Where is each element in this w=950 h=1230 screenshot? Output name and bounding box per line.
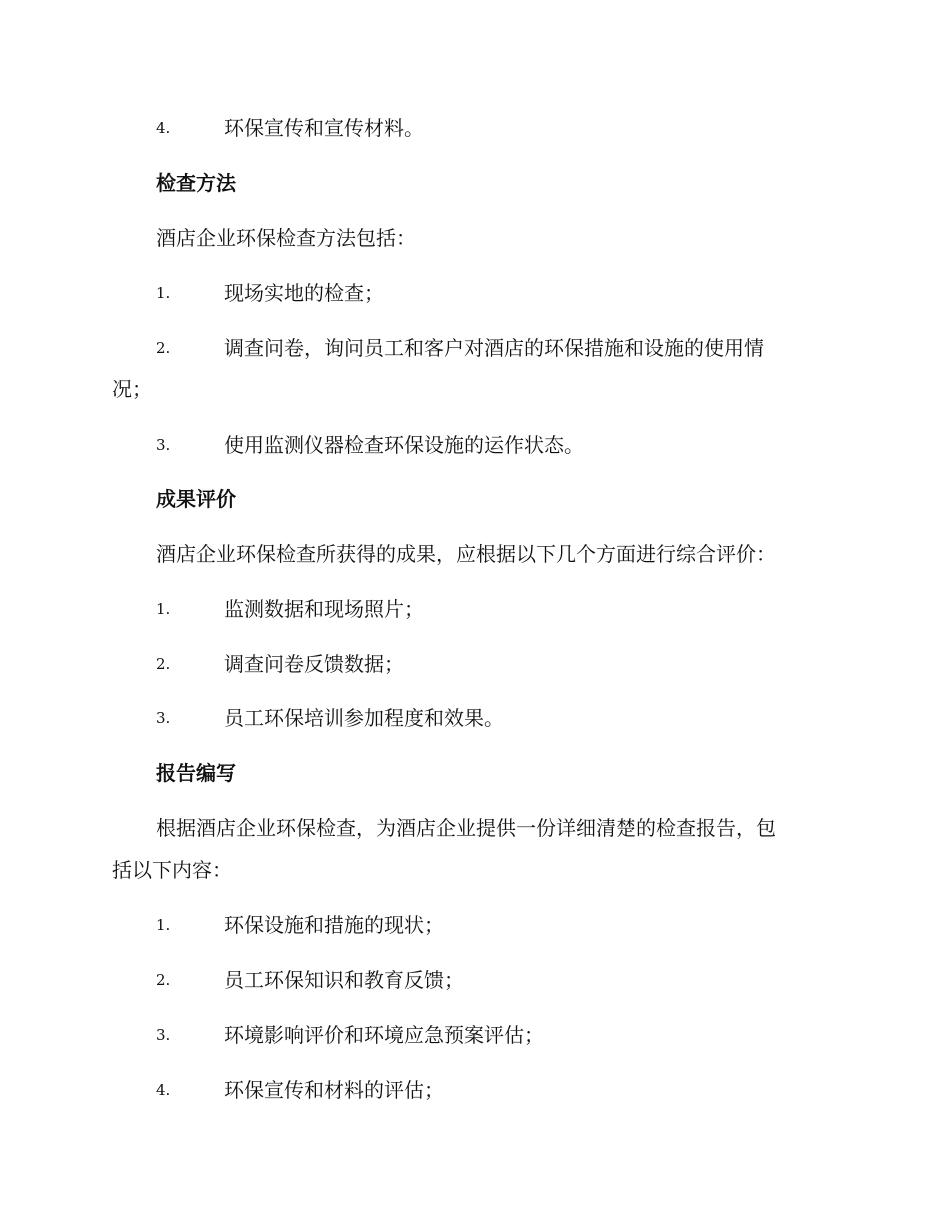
section-heading-check-method: 检查方法 xyxy=(156,171,236,195)
list-text: 调查问卷，询问员工和客户对酒店的环保措施和设施的使用情 xyxy=(224,336,764,360)
list-number: 1. xyxy=(156,600,171,618)
section-intro: 酒店企业环保检查所获得的成果，应根据以下几个方面进行综合评价： xyxy=(156,542,776,566)
section-intro: 酒店企业环保检查方法包括： xyxy=(156,226,416,250)
list-text: 环境影响评价和环境应急预案评估； xyxy=(224,1023,544,1047)
list-number: 2. xyxy=(156,971,171,989)
list-text: 监测数据和现场照片； xyxy=(224,597,424,621)
list-number: 4. xyxy=(156,1081,171,1099)
list-number: 1. xyxy=(156,284,171,302)
list-text: 环保宣传和材料的评估； xyxy=(224,1078,444,1102)
list-text: 现场实地的检查； xyxy=(224,281,384,305)
section-heading-result-eval: 成果评价 xyxy=(156,487,236,511)
list-number: 4. xyxy=(156,119,171,137)
list-text: 调查问卷反馈数据； xyxy=(224,652,404,676)
list-text: 环保宣传和宣传材料。 xyxy=(224,116,424,140)
section-intro: 根据酒店企业环保检查，为酒店企业提供一份详细清楚的检查报告，包 xyxy=(156,816,776,840)
list-text: 环保设施和措施的现状； xyxy=(224,913,444,937)
list-number: 2. xyxy=(156,655,171,673)
list-text: 员工环保培训参加程度和效果。 xyxy=(224,706,504,730)
list-number: 1. xyxy=(156,916,171,934)
list-number: 2. xyxy=(156,339,171,357)
list-text: 员工环保知识和教育反馈； xyxy=(224,968,464,992)
list-number: 3. xyxy=(156,436,171,454)
list-text: 使用监测仪器检查环保设施的运作状态。 xyxy=(224,433,584,457)
list-number: 3. xyxy=(156,709,171,727)
section-heading-report: 报告编写 xyxy=(156,761,236,785)
list-text-continuation: 况； xyxy=(112,377,152,401)
list-number: 3. xyxy=(156,1026,171,1044)
section-intro-continuation: 括以下内容： xyxy=(112,858,232,882)
